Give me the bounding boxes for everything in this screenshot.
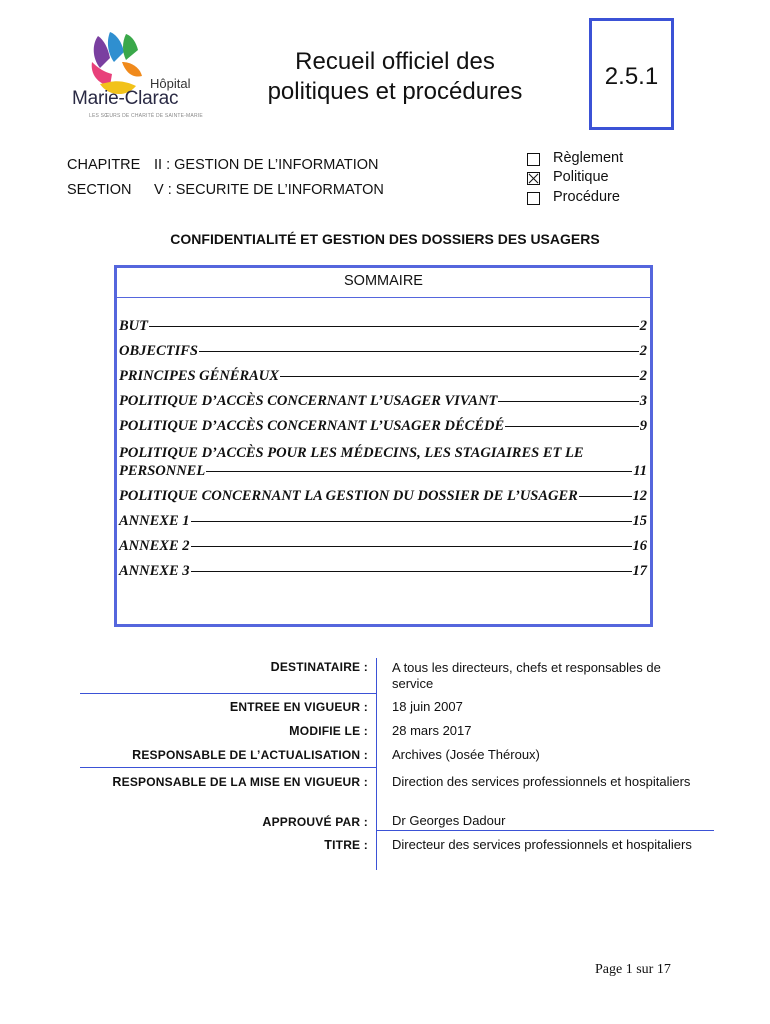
toc-item-usager-vivant[interactable]: POLITIQUE D’ACCÈS CONCERNANT L’USAGER VIVANT 3: [119, 393, 647, 409]
page-number: Page 1 sur 17: [595, 962, 671, 977]
value-entree-vigueur: 18 juin 2007: [392, 699, 463, 714]
label-titre: TITRE :: [324, 838, 368, 852]
toc-item-annexe-2[interactable]: ANNEXE 2 16: [119, 538, 647, 554]
label-modifie: MODIFIE LE :: [289, 724, 368, 738]
chapter-value: II : GESTION DE L’INFORMATION: [154, 157, 379, 173]
value-resp-mise-vigueur: Direction des services professionnels et hospitaliers: [392, 774, 691, 789]
value-modifie: 28 mars 2017: [392, 723, 472, 738]
type-label-politique: Politique: [553, 169, 609, 185]
value-approuve: Dr Georges Dadour: [392, 813, 506, 828]
label-entree-vigueur: ENTREE EN VIGUEUR :: [229, 700, 368, 714]
summary-box: [114, 265, 653, 627]
toc-item-usager-decede[interactable]: POLITIQUE D’ACCÈS CONCERNANT L’USAGER DÉCÉDÉ 9: [119, 418, 647, 434]
label-resp-actualisation: RESPONSABLE DE L’ACTUALISATION :: [132, 748, 368, 762]
separator-2: [80, 767, 376, 768]
toc-item-objectifs[interactable]: OBJECTIFS 2: [119, 343, 647, 359]
policy-number: 2.5.1: [604, 63, 659, 90]
toc-item-gestion-dossier[interactable]: POLITIQUE CONCERNANT LA GESTION DU DOSSIER DE L’USAGER 12: [119, 488, 647, 504]
toc-item-annexe-3[interactable]: ANNEXE 3 17: [119, 563, 647, 579]
chapter-label: CHAPITRE: [67, 157, 141, 173]
vertical-separator: [376, 658, 377, 870]
separator-1: [80, 693, 376, 694]
checkbox-politique[interactable]: [527, 172, 540, 185]
toc-item-medecins-line1: POLITIQUE D’ACCÈS POUR LES MÉDECINS, LES STAGIAIRES ET LE: [119, 445, 584, 461]
label-approuve: APPROUVÉ PAR :: [262, 815, 368, 829]
collection-title-line1: Recueil officiel des: [295, 48, 495, 75]
toc-list: [119, 318, 647, 588]
value-titre: Directeur des services professionnels et hospitaliers: [392, 837, 692, 852]
label-destinataire: DESTINATAIRE :: [270, 660, 368, 674]
summary-divider: [117, 297, 650, 298]
collection-title: [240, 47, 550, 107]
label-resp-mise-vigueur: RESPONSABLE DE LA MISE EN VIGUEUR :: [112, 775, 368, 789]
policy-number-box: [589, 18, 674, 130]
summary-heading: SOMMAIRE: [344, 273, 423, 289]
toc-item-annexe-1[interactable]: ANNEXE 1 15: [119, 513, 647, 529]
collection-title-line2: politiques et procédures: [267, 78, 523, 105]
logo-tagline: LES SŒURS DE CHARITÉ DE SAINTE-MARIE: [89, 113, 203, 119]
checkbox-reglement[interactable]: [527, 153, 540, 166]
value-destinataire: A tous les directeurs, chefs et responsables de service: [392, 660, 661, 691]
type-label-procedure: Procédure: [553, 189, 620, 205]
value-resp-actualisation: Archives (Josée Théroux): [392, 747, 540, 762]
checkbox-procedure[interactable]: [527, 192, 540, 205]
document-title: CONFIDENTIALITÉ ET GESTION DES DOSSIERS DES USAGERS: [170, 231, 600, 247]
logo-hopital-text: Hôpital: [150, 76, 191, 91]
section-label: SECTION: [67, 182, 132, 198]
toc-item-medecins[interactable]: POLITIQUE D’ACCÈS POUR LES MÉDECINS, LES STAGIAIRES ET LE PERSONNEL 11: [119, 445, 647, 479]
separator-3: [376, 830, 714, 831]
toc-item-but[interactable]: BUT 2: [119, 318, 647, 334]
logo-name-text: Marie-Clarac: [72, 88, 179, 109]
section-value: V : SECURITE DE L’INFORMATON: [154, 182, 384, 198]
toc-item-principes[interactable]: PRINCIPES GÉNÉRAUX 2: [119, 368, 647, 384]
type-label-reglement: Règlement: [553, 150, 624, 166]
